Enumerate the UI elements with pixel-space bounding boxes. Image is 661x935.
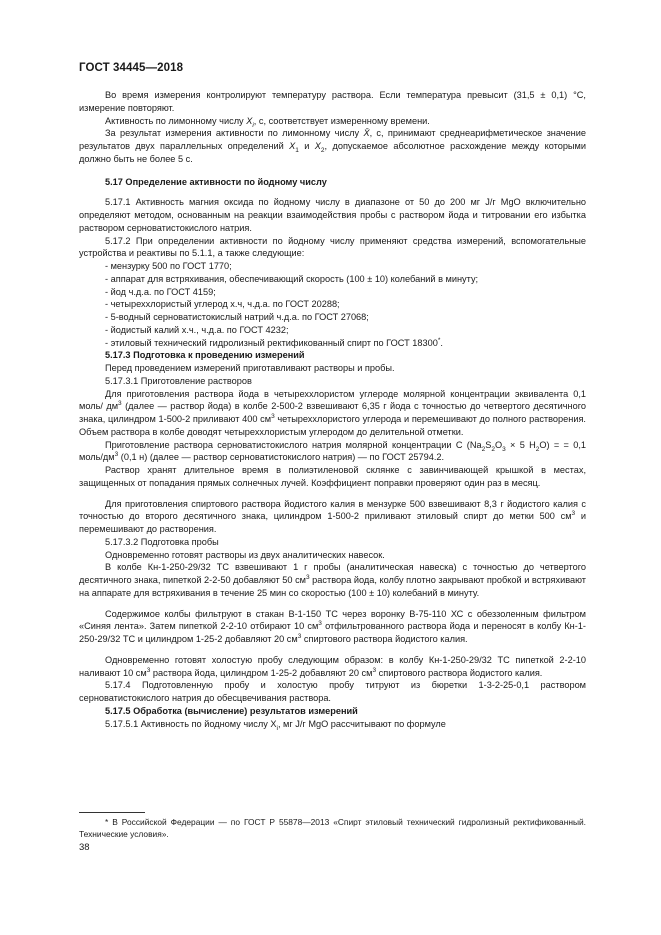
page-header: ГОСТ 34445—2018 xyxy=(79,62,184,74)
list-item: - йодистый калий х.ч., ч.д.а. по ГОСТ 4232; xyxy=(105,324,289,335)
paragraph-citric-activity: Активность по лимонному числу $X_i$, с, соответствует измеренному времени. xyxy=(105,115,430,129)
paragraph-51732: 5.17.3.2 Подготовка пробы xyxy=(105,536,219,547)
footnote-mark: * xyxy=(105,817,109,827)
document-body xyxy=(79,89,586,730)
list-item: - аппарат для встряхивания, обеспечивающий скорость (100 ± 10) колебаний в минуту; xyxy=(105,273,479,284)
paragraph-51751: 5.17.5.1 Активность по йодному числу $X_i$, мг J/г MgO рассчитывают по формуле xyxy=(105,718,446,732)
footnote xyxy=(79,817,586,840)
paragraph-preparation: Перед проведением измерений приготавливают растворы и пробы. xyxy=(105,363,395,373)
footnote-text: В Российской Федерации — по ГОСТ Р 55878—2013 «Спирт этиловый технический гидролизный ректификованный. Технические условия». xyxy=(79,817,586,839)
paragraph-flask: В колбе Кн-1-250-29/32 ТС взвешивают 1 г пробы (аналитическая навеска) с точностью до четвертого десятичного знака, пипеткой 2-2-50 добавляют 50 $см^3$ раствора йода, колбу плотно закрывают пробкой и встряхивают на аппарате для встряхивания в течение 25 мин со скоростью (100 ± 10) колебаний в минуту. xyxy=(79,562,586,598)
list-item: - 5-водный серноватистокислый натрий ч.д.а. по ГОСТ 27068; xyxy=(105,312,369,322)
list-item-spirit: - этиловый технический гидролизный ректификованный спирт по ГОСТ 18300*. xyxy=(105,336,443,348)
paragraph-filtering: Содержимое колбы фильтруют в стакан В-1-150 ТС через воронку В-75-110 ХС с обеззоленным фильтром «Синяя лента». Затем пипеткой 2-2-10 отбирают 10 $см^3$ отфильтрованного раствора йода и переносят в колбу Кн-1-250-29/32 ТС и цилиндром 1-25-2 добавляют 20 $см^3$ спиртового раствора йодистого калия. xyxy=(79,608,586,644)
paragraph-temperature: Во время измерения контролируют температуру раствора. Если температура превысит (31,5 ± 0,1) °С, измерение повторяют. xyxy=(79,90,586,113)
paragraph-5171: 5.17.1 Активность магния оксида по йодному числу в диапазоне от 50 до 200 мг J/г MgO включительно определяют методом, основанным на реакции взаимодействия пробы с раствором йода и титровании его избытка раствором серноватистокислого натрия. xyxy=(79,197,586,233)
paragraph-result: За результат измерения активности по лимонному числу X̄, с, принимают среднеарифметическое значение результатов двух параллельных определений $X_1$ и $X_2$, допускаемое абсолютное расхождение между которыми должно быть не более 5 с. xyxy=(79,128,586,164)
paragraph-potassium-iodide: Для приготовления спиртового раствора йодистого калия в мензурке 500 взвешивают 8,3 г йодистого калия с точностью до второго десятичного знака, цилиндром 1-500-2 приливают этиловый спирт до метки 500 $см^3$ и перемешивают до растворения. xyxy=(79,498,587,534)
list-item: - четыреххлористый углерод х.ч, ч.д.а. по ГОСТ 20288; xyxy=(105,299,340,310)
paragraph-5172: 5.17.2 При определении активности по йодному числу применяют средства измерений, вспомогательные устройства и реактивы по 5.1.1, а также следующие: xyxy=(79,235,586,259)
footnote-divider xyxy=(79,812,145,813)
footnote-reference: * xyxy=(437,336,441,344)
page-number: 38 xyxy=(79,842,90,853)
paragraph-simultaneous: Одновременно готовят растворы из двух аналитических навесок. xyxy=(105,549,385,560)
paragraph-51731: 5.17.3.1 Приготовление растворов xyxy=(105,375,252,386)
paragraph-iodine-solution: Для приготовления раствора йода в четыреххлористом углероде молярной концентрации эквивалента 0,1 моль/ $дм^3$ (далее — раствор йода) в колбе 2-500-2 взвешивают 6,35 г йода с точностью до четвертого десятичного знака, цилиндром 1-500-2 приливают 400 $см^3$ четыреххлористого углерода и перемешивают до полного растворения. Объем раствора в колбе доводят четыреххлористым углеродом до делительной отметки. xyxy=(79,388,586,437)
section-heading-5175: 5.17.5 Обработка (вычисление) результатов измерений xyxy=(105,705,358,716)
paragraph-5174: 5.17.4 Подготовленную пробу и холостую пробу титруют из бюретки 1-3-2-25-0,1 раствором серноватистокислого натрия до обесцвечивания раствора. xyxy=(79,680,586,703)
section-heading-517: 5.17 Определение активности по йодному числу xyxy=(105,176,327,187)
paragraph-blank-sample: Одновременно готовят холостую пробу следующим образом: в колбу Кн-1-250-29/32 ТС пипеткой 2-2-10 наливают 10 $см^3$ раствора йода, цилиндром 1-25-2 добавляют 20 $см^3$ спиртового раствора йодистого калия. xyxy=(79,654,586,678)
paragraph-thiosulfate: Приготовление раствора серноватистокислого натрия молярной концентрации С ($Na_2S_2O_3 \times 5$ $H_2O$) = = 0,1 моль/$дм^3$ (0,1 н) (далее — раствор серноватистокислого натрия) — по ГОСТ 25794.2. xyxy=(79,439,586,463)
list-item: - йод ч.д.а. по ГОСТ 4159; xyxy=(105,286,216,297)
list-item: - мензурку 500 по ГОСТ 1770; xyxy=(105,261,232,271)
section-heading-5173: 5.17.3 Подготовка к проведению измерений xyxy=(105,350,305,361)
paragraph-storage: Раствор хранят длительное время в полиэтиленовой склянке с завинчивающей крышкой в местах, защищенных от попадания прямых солнечных лучей. Коэффициент поправки проверяют один раз в месяц. xyxy=(79,465,586,488)
